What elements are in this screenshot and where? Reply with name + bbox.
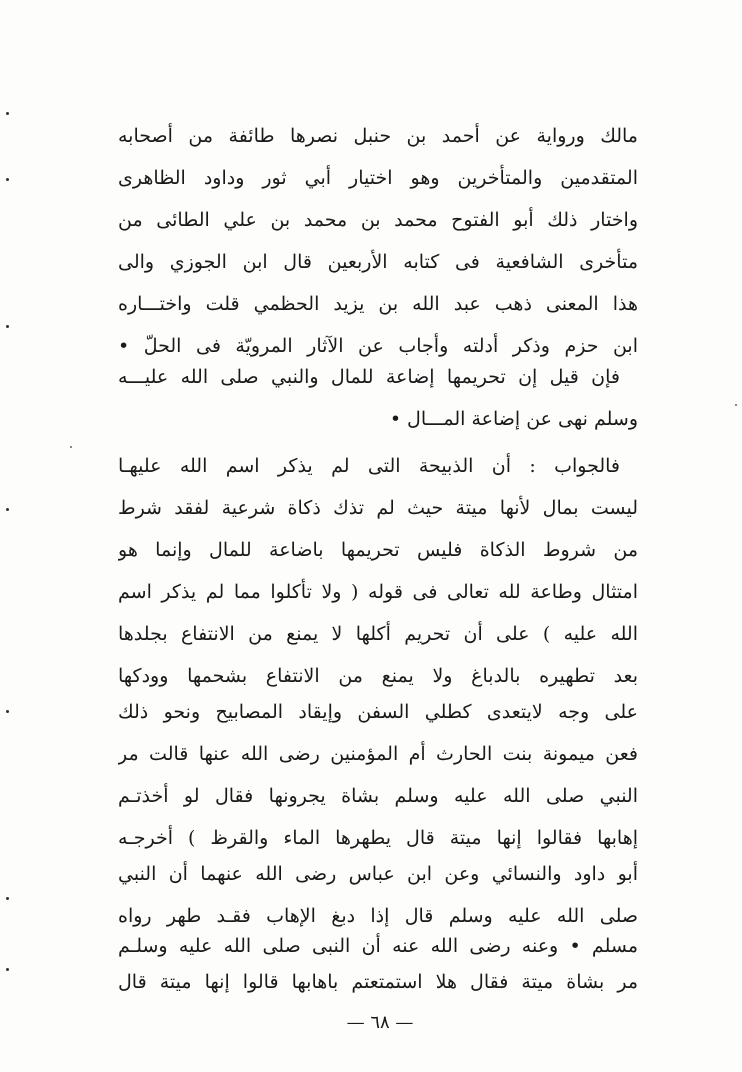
text-line: الله عليه ) على أن تحريم أكلها لا يمنع من الانتفاع بجلدها [118, 623, 638, 645]
text-line: صلى الله عليه وسلم قال إذا دبغ الإهاب فقـد طهر رواه [118, 905, 638, 927]
text-line: المتقدمين والمتأخرين وهو اختيار أبي ثور وداود الظاهرى [118, 167, 638, 189]
text-line: ابن حزم وذكر أدلته وأجاب عن الآثار المرويّة فى الحلّ • [118, 335, 638, 357]
paper-speck [70, 446, 72, 448]
text-line: واختار ذلك أبو الفتوح محمد بن محمد بن علي الطائى من [118, 209, 638, 231]
text-line: على وجه لايتعدى كطلي السفن وإيقاد المصابيح ونحو ذلك [118, 701, 638, 723]
text-line: فالجواب : أن الذبيحة التى لم يذكر اسم الله عليهـا [118, 455, 620, 477]
text-line: فإن قيل إن تحريمها إضاعة للمال والنبي صلى الله عليـــه [118, 366, 620, 388]
paper-speck [735, 404, 737, 406]
text-line: متأخرى الشافعية فى كتابه الأربعين قال ابن الجوزي والى [118, 251, 638, 273]
text-line: مر بشاة ميتة فقال هلا استمتعتم باهابها قالوا إنها ميتة قال [118, 971, 638, 993]
page-number: — ٦٨ — [346, 1012, 414, 1033]
text-line: وسلم نهى عن إضاعة المـــال • [389, 408, 638, 430]
body-text [118, 0, 638, 1000]
text-line: هذا المعنى ذهب عبد الله بن يزيد الحظمي قلت واختـــاره [118, 293, 638, 315]
text-line: مالك ورواية عن أحمد بن حنبل نصرها طائفة من أصحابه [118, 125, 638, 147]
text-line: امتثال وطاعة لله تعالى فى قوله ( ولا تأكلوا مما لم يذكر اسم [118, 581, 638, 603]
margin-mark [6, 178, 9, 181]
margin-mark [6, 968, 9, 971]
margin-mark [6, 897, 9, 900]
text-line: النبي صلى الله عليه وسلم بشاة يجرونها فقال لو أخذتـم [118, 785, 638, 807]
text-line: مسلم • وعنه رضى الله عنه أن النبى صلى الله عليه وسلـم [118, 935, 638, 957]
text-line: بعد تطهيره بالدباغ ولا يمنع من الانتفاع بشحمها وودكها [118, 665, 638, 687]
margin-mark [6, 508, 9, 511]
margin-mark [6, 710, 9, 713]
margin-mark [6, 325, 9, 328]
text-line: فعن ميمونة بنت الحارث أم المؤمنين رضى الله عنها قالت مر [118, 743, 638, 765]
margin-mark [6, 112, 9, 115]
text-line: أبو داود والنسائي وعن ابن عباس رضى الله عنهما أن النبي [118, 863, 638, 885]
text-line: ليست بمال لأنها ميتة حيث لم تذك ذكاة شرعية لفقد شرط [118, 497, 638, 519]
text-line: إهابها فقالوا إنها ميتة قال يطهرها الماء والقرظ ) أخرجـه [118, 827, 638, 849]
text-line: من شروط الذكاة فليس تحريمها باضاعة للمال وإنما هو [118, 539, 638, 561]
